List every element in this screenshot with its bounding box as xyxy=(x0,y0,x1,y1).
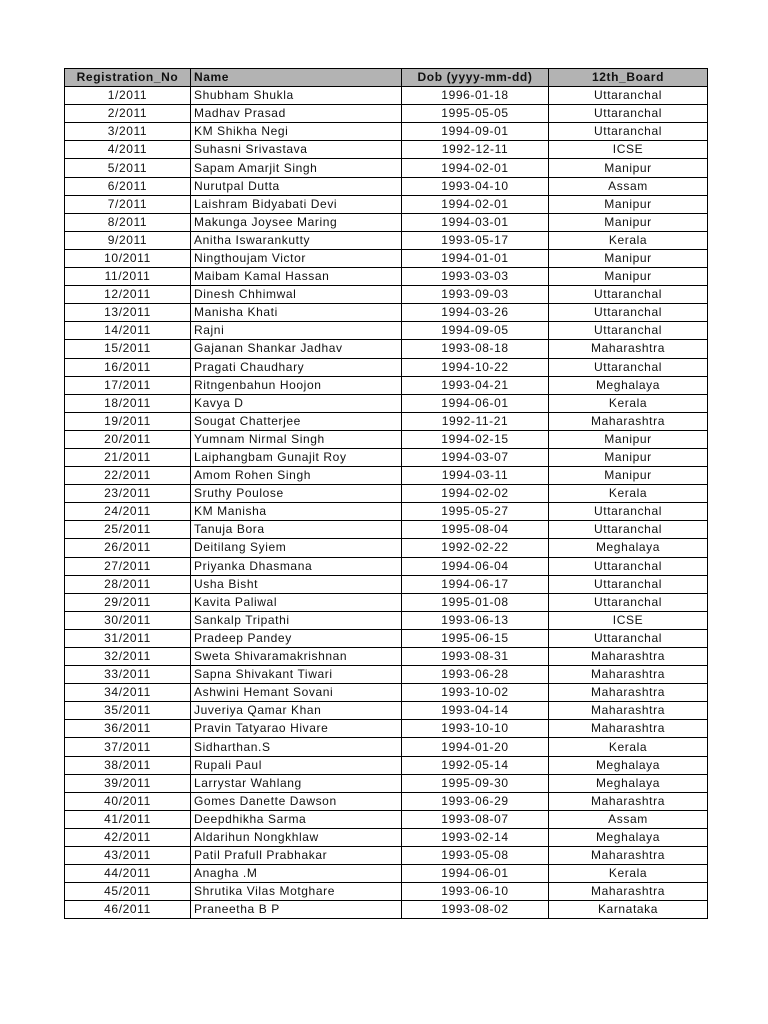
board-cell: Manipur xyxy=(549,159,708,177)
board-cell: Maharashtra xyxy=(549,720,708,738)
table-row xyxy=(65,702,708,720)
name-cell: Sidharthan.S xyxy=(191,738,402,756)
dob-cell: 1995-01-08 xyxy=(402,593,549,611)
registration-no-cell: 2/2011 xyxy=(65,105,191,123)
name-cell: Ashwini Hemant Sovani xyxy=(191,684,402,702)
table-row xyxy=(65,738,708,756)
registration-table xyxy=(64,68,708,919)
name-cell: Kavita Paliwal xyxy=(191,593,402,611)
name-cell: Pravin Tatyarao Hivare xyxy=(191,720,402,738)
name-cell: KM Manisha xyxy=(191,503,402,521)
table-row xyxy=(65,720,708,738)
dob-cell: 1994-02-15 xyxy=(402,430,549,448)
registration-no-cell: 33/2011 xyxy=(65,666,191,684)
name-cell: Nurutpal Dutta xyxy=(191,177,402,195)
table-row xyxy=(65,286,708,304)
dob-cell: 1994-03-01 xyxy=(402,213,549,231)
name-cell: Amom Rohen Singh xyxy=(191,467,402,485)
table-row xyxy=(65,485,708,503)
board-cell: Assam xyxy=(549,177,708,195)
table-row xyxy=(65,828,708,846)
dob-cell: 1993-06-29 xyxy=(402,792,549,810)
board-cell: Uttaranchal xyxy=(549,304,708,322)
registration-no-cell: 23/2011 xyxy=(65,485,191,503)
board-cell: ICSE xyxy=(549,611,708,629)
dob-cell: 1994-06-01 xyxy=(402,394,549,412)
board-cell: Assam xyxy=(549,810,708,828)
registration-no-cell: 27/2011 xyxy=(65,557,191,575)
dob-cell: 1994-03-11 xyxy=(402,467,549,485)
registration-no-cell: 22/2011 xyxy=(65,467,191,485)
registration-no-cell: 12/2011 xyxy=(65,286,191,304)
dob-cell: 1996-01-18 xyxy=(402,87,549,105)
board-cell: Maharashtra xyxy=(549,883,708,901)
dob-cell: 1993-02-14 xyxy=(402,828,549,846)
board-cell: Uttaranchal xyxy=(549,358,708,376)
table-row xyxy=(65,684,708,702)
table-row xyxy=(65,376,708,394)
registration-no-cell: 7/2011 xyxy=(65,195,191,213)
registration-no-cell: 32/2011 xyxy=(65,648,191,666)
table-row xyxy=(65,629,708,647)
table-row xyxy=(65,593,708,611)
dob-cell: 1995-05-27 xyxy=(402,503,549,521)
registration-no-cell: 45/2011 xyxy=(65,883,191,901)
dob-cell: 1995-06-15 xyxy=(402,629,549,647)
board-cell: ICSE xyxy=(549,141,708,159)
table-row xyxy=(65,810,708,828)
dob-cell: 1992-12-11 xyxy=(402,141,549,159)
table-row xyxy=(65,557,708,575)
name-cell: Rupali Paul xyxy=(191,756,402,774)
registration-no-cell: 34/2011 xyxy=(65,684,191,702)
board-cell: Manipur xyxy=(549,195,708,213)
dob-cell: 1995-05-05 xyxy=(402,105,549,123)
name-cell: Gajanan Shankar Jadhav xyxy=(191,340,402,358)
name-cell: Ritngenbahun Hoojon xyxy=(191,376,402,394)
dob-cell: 1994-09-01 xyxy=(402,123,549,141)
name-cell: Praneetha B P xyxy=(191,901,402,919)
name-cell: Madhav Prasad xyxy=(191,105,402,123)
board-cell: Uttaranchal xyxy=(549,593,708,611)
dob-cell: 1994-03-07 xyxy=(402,448,549,466)
dob-cell: 1993-08-31 xyxy=(402,648,549,666)
board-cell: Manipur xyxy=(549,268,708,286)
table-row xyxy=(65,249,708,267)
dob-cell: 1993-04-10 xyxy=(402,177,549,195)
dob-cell: 1993-06-10 xyxy=(402,883,549,901)
dob-cell: 1993-10-10 xyxy=(402,720,549,738)
board-cell: Meghalaya xyxy=(549,539,708,557)
table-row xyxy=(65,503,708,521)
name-cell: Priyanka Dhasmana xyxy=(191,557,402,575)
dob-cell: 1995-08-04 xyxy=(402,521,549,539)
board-cell: Uttaranchal xyxy=(549,557,708,575)
table-row xyxy=(65,195,708,213)
dob-cell: 1994-06-17 xyxy=(402,575,549,593)
dob-cell: 1994-01-01 xyxy=(402,249,549,267)
dob-cell: 1993-04-14 xyxy=(402,702,549,720)
dob-cell: 1993-04-21 xyxy=(402,376,549,394)
name-cell: Shubham Shukla xyxy=(191,87,402,105)
registration-no-cell: 37/2011 xyxy=(65,738,191,756)
table-row xyxy=(65,611,708,629)
registration-no-cell: 10/2011 xyxy=(65,249,191,267)
dob-cell: 1993-08-07 xyxy=(402,810,549,828)
registration-no-cell: 11/2011 xyxy=(65,268,191,286)
registration-no-cell: 15/2011 xyxy=(65,340,191,358)
registration-no-cell: 39/2011 xyxy=(65,774,191,792)
name-cell: Juveriya Qamar Khan xyxy=(191,702,402,720)
registration-no-cell: 18/2011 xyxy=(65,394,191,412)
name-cell: Sapna Shivakant Tiwari xyxy=(191,666,402,684)
board-cell: Meghalaya xyxy=(549,376,708,394)
table-header-row xyxy=(65,69,708,87)
registration-no-cell: 13/2011 xyxy=(65,304,191,322)
registration-no-cell: 25/2011 xyxy=(65,521,191,539)
table-row xyxy=(65,847,708,865)
name-cell: Tanuja Bora xyxy=(191,521,402,539)
registration-no-cell: 40/2011 xyxy=(65,792,191,810)
name-cell: Deepdhikha Sarma xyxy=(191,810,402,828)
table-row xyxy=(65,539,708,557)
table-row xyxy=(65,340,708,358)
name-cell: Sruthy Poulose xyxy=(191,485,402,503)
board-cell: Karnataka xyxy=(549,901,708,919)
registration-no-cell: 4/2011 xyxy=(65,141,191,159)
dob-cell: 1992-11-21 xyxy=(402,412,549,430)
table-row xyxy=(65,412,708,430)
table-row xyxy=(65,666,708,684)
registration-no-cell: 3/2011 xyxy=(65,123,191,141)
registration-no-cell: 35/2011 xyxy=(65,702,191,720)
registration-no-cell: 46/2011 xyxy=(65,901,191,919)
dob-cell: 1994-06-04 xyxy=(402,557,549,575)
registration-no-cell: 41/2011 xyxy=(65,810,191,828)
table-row xyxy=(65,756,708,774)
board-cell: Manipur xyxy=(549,213,708,231)
name-cell: Suhasni Srivastava xyxy=(191,141,402,159)
name-cell: Aldarihun Nongkhlaw xyxy=(191,828,402,846)
name-cell: Rajni xyxy=(191,322,402,340)
table-row xyxy=(65,268,708,286)
table-row xyxy=(65,865,708,883)
registration-no-cell: 38/2011 xyxy=(65,756,191,774)
name-cell: Dinesh Chhimwal xyxy=(191,286,402,304)
table-row xyxy=(65,430,708,448)
registration-no-cell: 29/2011 xyxy=(65,593,191,611)
registration-no-cell: 21/2011 xyxy=(65,448,191,466)
name-cell: Kavya D xyxy=(191,394,402,412)
name-cell: KM Shikha Negi xyxy=(191,123,402,141)
name-cell: Shrutika Vilas Motghare xyxy=(191,883,402,901)
board-cell: Uttaranchal xyxy=(549,575,708,593)
table-row xyxy=(65,575,708,593)
table-row xyxy=(65,159,708,177)
board-cell: Uttaranchal xyxy=(549,521,708,539)
dob-cell: 1993-05-08 xyxy=(402,847,549,865)
board-cell: Uttaranchal xyxy=(549,322,708,340)
header-dob: Dob (yyyy-mm-dd) xyxy=(402,69,549,87)
registration-no-cell: 19/2011 xyxy=(65,412,191,430)
table-row xyxy=(65,521,708,539)
name-cell: Sweta Shivaramakrishnan xyxy=(191,648,402,666)
table-row xyxy=(65,141,708,159)
registration-no-cell: 5/2011 xyxy=(65,159,191,177)
name-cell: Sankalp Tripathi xyxy=(191,611,402,629)
board-cell: Meghalaya xyxy=(549,774,708,792)
name-cell: Ningthoujam Victor xyxy=(191,249,402,267)
dob-cell: 1993-06-28 xyxy=(402,666,549,684)
board-cell: Uttaranchal xyxy=(549,503,708,521)
registration-no-cell: 30/2011 xyxy=(65,611,191,629)
table-row xyxy=(65,105,708,123)
name-cell: Makunga Joysee Maring xyxy=(191,213,402,231)
dob-cell: 1994-02-02 xyxy=(402,485,549,503)
table-row xyxy=(65,87,708,105)
name-cell: Usha Bisht xyxy=(191,575,402,593)
name-cell: Yumnam Nirmal Singh xyxy=(191,430,402,448)
board-cell: Uttaranchal xyxy=(549,286,708,304)
table-row xyxy=(65,394,708,412)
table-row xyxy=(65,901,708,919)
dob-cell: 1994-02-01 xyxy=(402,159,549,177)
registration-no-cell: 31/2011 xyxy=(65,629,191,647)
registration-no-cell: 44/2011 xyxy=(65,865,191,883)
board-cell: Maharashtra xyxy=(549,648,708,666)
table-row xyxy=(65,648,708,666)
registration-no-cell: 1/2011 xyxy=(65,87,191,105)
board-cell: Uttaranchal xyxy=(549,629,708,647)
name-cell: Pragati Chaudhary xyxy=(191,358,402,376)
board-cell: Kerala xyxy=(549,738,708,756)
dob-cell: 1994-09-05 xyxy=(402,322,549,340)
table-body xyxy=(65,87,708,919)
board-cell: Maharashtra xyxy=(549,340,708,358)
board-cell: Manipur xyxy=(549,467,708,485)
name-cell: Deitilang Syiem xyxy=(191,539,402,557)
registration-no-cell: 42/2011 xyxy=(65,828,191,846)
header-name: Name xyxy=(191,69,402,87)
table-row xyxy=(65,774,708,792)
board-cell: Maharashtra xyxy=(549,412,708,430)
registration-no-cell: 9/2011 xyxy=(65,231,191,249)
board-cell: Meghalaya xyxy=(549,756,708,774)
name-cell: Anagha .M xyxy=(191,865,402,883)
dob-cell: 1995-09-30 xyxy=(402,774,549,792)
registration-no-cell: 17/2011 xyxy=(65,376,191,394)
dob-cell: 1993-08-18 xyxy=(402,340,549,358)
name-cell: Sougat Chatterjee xyxy=(191,412,402,430)
registration-no-cell: 43/2011 xyxy=(65,847,191,865)
board-cell: Kerala xyxy=(549,485,708,503)
name-cell: Pradeep Pandey xyxy=(191,629,402,647)
name-cell: Patil Prafull Prabhakar xyxy=(191,847,402,865)
board-cell: Uttaranchal xyxy=(549,87,708,105)
board-cell: Kerala xyxy=(549,394,708,412)
name-cell: Gomes Danette Dawson xyxy=(191,792,402,810)
table-row xyxy=(65,322,708,340)
board-cell: Manipur xyxy=(549,430,708,448)
board-cell: Uttaranchal xyxy=(549,105,708,123)
board-cell: Maharashtra xyxy=(549,702,708,720)
dob-cell: 1994-01-20 xyxy=(402,738,549,756)
board-cell: Kerala xyxy=(549,231,708,249)
dob-cell: 1994-02-01 xyxy=(402,195,549,213)
board-cell: Manipur xyxy=(549,249,708,267)
table-row xyxy=(65,231,708,249)
dob-cell: 1993-06-13 xyxy=(402,611,549,629)
board-cell: Kerala xyxy=(549,865,708,883)
dob-cell: 1994-10-22 xyxy=(402,358,549,376)
dob-cell: 1992-02-22 xyxy=(402,539,549,557)
table-row xyxy=(65,304,708,322)
registration-no-cell: 26/2011 xyxy=(65,539,191,557)
dob-cell: 1993-03-03 xyxy=(402,268,549,286)
dob-cell: 1994-03-26 xyxy=(402,304,549,322)
table-row xyxy=(65,213,708,231)
registration-no-cell: 8/2011 xyxy=(65,213,191,231)
dob-cell: 1993-05-17 xyxy=(402,231,549,249)
table-row xyxy=(65,883,708,901)
table-row xyxy=(65,123,708,141)
name-cell: Sapam Amarjit Singh xyxy=(191,159,402,177)
board-cell: Maharashtra xyxy=(549,792,708,810)
dob-cell: 1992-05-14 xyxy=(402,756,549,774)
registration-no-cell: 36/2011 xyxy=(65,720,191,738)
registration-sheet xyxy=(64,68,707,919)
header-registration-no: Registration_No xyxy=(65,69,191,87)
table-row xyxy=(65,448,708,466)
name-cell: Laishram Bidyabati Devi xyxy=(191,195,402,213)
name-cell: Maibam Kamal Hassan xyxy=(191,268,402,286)
registration-no-cell: 6/2011 xyxy=(65,177,191,195)
table-row xyxy=(65,792,708,810)
name-cell: Laiphangbam Gunajit Roy xyxy=(191,448,402,466)
registration-no-cell: 28/2011 xyxy=(65,575,191,593)
dob-cell: 1994-06-01 xyxy=(402,865,549,883)
name-cell: Manisha Khati xyxy=(191,304,402,322)
header-12th-board: 12th_Board xyxy=(549,69,708,87)
registration-no-cell: 20/2011 xyxy=(65,430,191,448)
table-row xyxy=(65,358,708,376)
board-cell: Meghalaya xyxy=(549,828,708,846)
board-cell: Manipur xyxy=(549,448,708,466)
name-cell: Larrystar Wahlang xyxy=(191,774,402,792)
dob-cell: 1993-09-03 xyxy=(402,286,549,304)
table-row xyxy=(65,177,708,195)
board-cell: Maharashtra xyxy=(549,847,708,865)
board-cell: Maharashtra xyxy=(549,684,708,702)
registration-no-cell: 24/2011 xyxy=(65,503,191,521)
dob-cell: 1993-10-02 xyxy=(402,684,549,702)
registration-no-cell: 14/2011 xyxy=(65,322,191,340)
registration-no-cell: 16/2011 xyxy=(65,358,191,376)
board-cell: Maharashtra xyxy=(549,666,708,684)
board-cell: Uttaranchal xyxy=(549,123,708,141)
dob-cell: 1993-08-02 xyxy=(402,901,549,919)
name-cell: Anitha Iswarankutty xyxy=(191,231,402,249)
table-row xyxy=(65,467,708,485)
